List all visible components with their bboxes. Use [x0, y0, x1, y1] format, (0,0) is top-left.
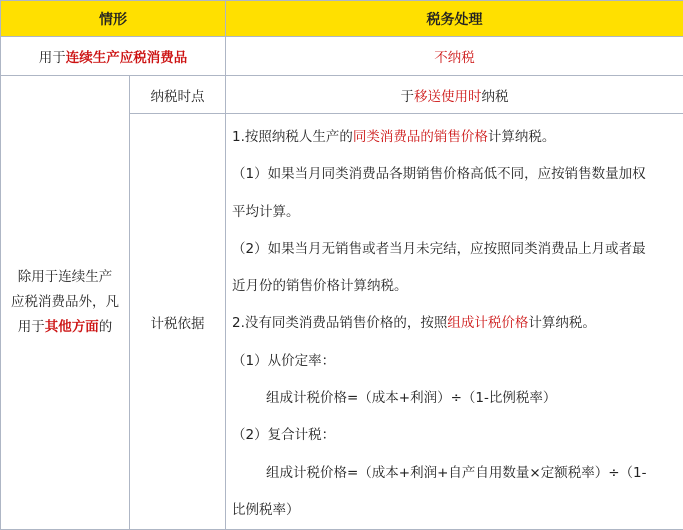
basis-label: 计税依据	[130, 114, 226, 530]
situation-line: 除用于连续生产	[7, 265, 123, 290]
basis-line-2: （1）如果当月同类消费品各期销售价格高低不同，应按销售数量加权	[232, 156, 675, 193]
row-continuous-production	[1, 37, 683, 76]
basis-line-5: 近月份的销售价格计算纳税。	[232, 268, 675, 305]
basis-line-6: 2.没有同类消费品销售价格的，按照组成计税价格计算纳税。	[232, 305, 675, 342]
header-row	[1, 1, 683, 37]
situation-line: 用于其他方面的	[7, 315, 123, 340]
basis-line-3: 平均计算。	[232, 194, 675, 231]
basis-line-8: 组成计税价格=（成本+利润）÷（1-比例税率）	[232, 380, 675, 417]
basis-line-9: （2）复合计税：	[232, 417, 675, 454]
situation-continuous-production	[1, 37, 226, 76]
situation-prefix: 用于	[39, 50, 66, 66]
timing-label: 纳税时点	[130, 76, 226, 114]
basis-line-4: （2）如果当月无销售或者当月未完结，应按照同类消费品上月或者最	[232, 231, 675, 268]
basis-line-7: （1）从价定率：	[232, 343, 675, 380]
treatment-no-tax: 不纳税	[226, 37, 683, 76]
basis-line-1: 1.按照纳税人生产的同类消费品的销售价格计算纳税。	[232, 119, 675, 156]
situation-line: 应税消费品外，凡	[7, 290, 123, 315]
basis-line-11: 比例税率）	[232, 492, 675, 529]
timing-value: 于移送使用时纳税	[226, 76, 683, 114]
situation-other-uses	[1, 76, 130, 530]
row-timing	[1, 76, 683, 114]
basis-line-10: 组成计税价格=（成本+利润+自产自用数量×定额税率）÷（1-	[232, 455, 675, 492]
header-situation: 情形	[1, 1, 226, 37]
basis-content	[226, 114, 683, 530]
situation-highlight: 连续生产应税消费品	[66, 50, 188, 66]
header-tax-treatment: 税务处理	[226, 1, 683, 37]
